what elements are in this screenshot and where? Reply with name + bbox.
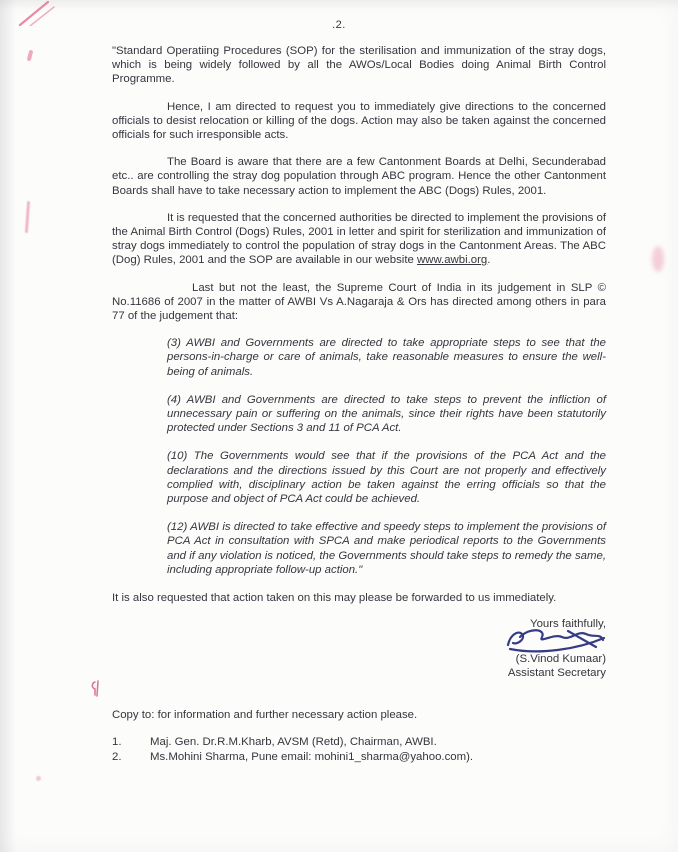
salutation: Yours faithfully, xyxy=(530,618,606,631)
judgement-quote-para10: (10) The Governments would see that if the provisions of the PCA Act and the declarations and the directions issued by this Court are not properly and effectively complied with, disciplinary action be taken against the erring officials so that the purpose and object of PCA Act could be achieved. xyxy=(167,450,606,506)
scan-edge-shadow-left xyxy=(0,0,16,852)
closing-block xyxy=(112,617,606,680)
paragraph-text: It is requested that the concerned authorities be directed to implement the provisions of the Animal Birth Control (Dogs) Rules, 2001 in letter and spirit for sterilization and immunization of stray dogs immediately to control the population of stray dogs in the Cantonment Areas. The ABC (Dog) Rules, 2001 and the SOP are available in our website xyxy=(112,211,606,267)
paragraph-board-aware: The Board is aware that there are a few Cantonment Boards at Delhi, Secunderabad etc.. are controlling the stray dog population through ABC program. Hence the other Cantonment Boards shall have to take necessary action to implement the ABC (Dogs) Rules, 2001. xyxy=(112,156,606,197)
item-text: Maj. Gen. Dr.R.M.Kharb, AVSM (Retd), Chairman, AWBI. xyxy=(150,736,437,749)
scan-artifact-pink-smudge xyxy=(652,246,664,272)
letter-body xyxy=(112,44,606,766)
paragraph-directions-request: Hence, I am directed to request you to immediately give directions to the concerned officials to desist relocation or killing of the dogs. Action may also be taken against the concerned officials for such irresponsible acts. xyxy=(112,100,606,142)
item-text: Ms.Mohini Sharma, Pune email: mohini1_sharma@yahoo.com). xyxy=(150,751,474,764)
copy-to-item-1 xyxy=(112,735,606,749)
paragraph-sop: "Standard Operatiing Procedures (SOP) for the sterilisation and immunization of the stray dogs, which is being widely followed by all the AWOs/Local Bodies doing Animal Birth Control Programme. xyxy=(112,45,606,86)
scan-artifact-paragraph-mark xyxy=(90,680,104,698)
signatory-designation: Assistant Secretary xyxy=(507,666,606,679)
paragraph-action-request: It is also requested that action taken on this may please be forwarded to us immediately. xyxy=(112,592,557,605)
page-number: .2. xyxy=(332,19,346,31)
paragraph-supreme-court: Last but not the least, the Supreme Court of India in its judgement in SLP © No.11686 of 2007 in the matter of AWBI Vs A.Nagaraja & Ors has directed among others in para 77 of the judgement that: xyxy=(112,281,606,323)
judgement-quote-para4: (4) AWBI and Governments are directed to take steps to prevent the infliction of unnecessary pain or suffering on the animals, since their rights have been statutorily protected under Sections 3 and 11 of PCA Act. xyxy=(167,393,606,435)
scan-artifact-pink-streak xyxy=(25,201,30,233)
judgement-quote-para3: (3) AWBI and Governments are directed to take appropriate steps to see that the persons-in-charge or care of animals, take reasonable measures to ensure the well-being of animals. xyxy=(167,337,606,378)
scan-artifact-pink-dot xyxy=(36,776,41,781)
copy-to-item-2 xyxy=(112,750,606,764)
item-number: 1. xyxy=(112,736,122,749)
sentence-period: . xyxy=(487,254,491,267)
scan-edge-shadow-top xyxy=(0,0,678,10)
scan-artifact-pink-mark xyxy=(27,50,34,62)
awbi-website-link[interactable]: www.awbi.org xyxy=(417,254,488,267)
paragraph-abc-rules xyxy=(112,211,606,268)
item-number: 2. xyxy=(112,751,122,764)
copy-to-note: Copy to: for information and further necessary action please. xyxy=(112,708,418,721)
signatory-name: (S.Vinod Kumaar) xyxy=(515,652,606,665)
judgement-quote-para12: (12) AWBI is directed to take effective and speedy steps to implement the provisions of PCA Act in consultation with SPCA and make periodical reports to the Governments and if any violation is noticed, the Governments should take steps to remedy the same, including appropriate follow-up action." xyxy=(167,521,606,576)
